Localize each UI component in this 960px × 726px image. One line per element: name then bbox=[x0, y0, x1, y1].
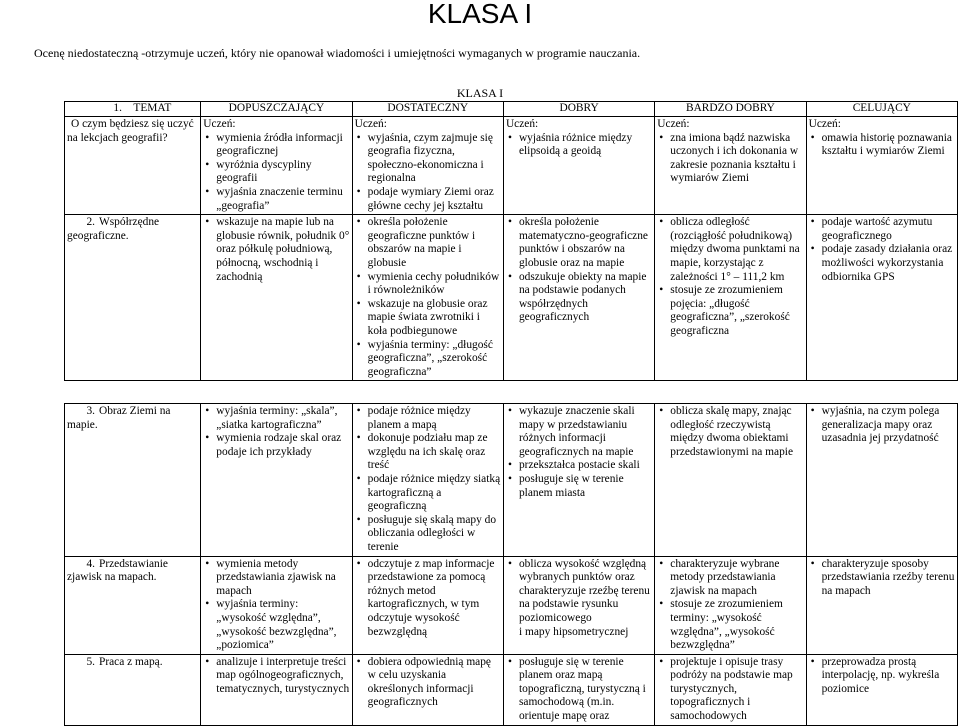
requirement-list bbox=[355, 216, 501, 379]
requirement-item: • charakteryzuje wybrane metody przedstawiania zjawisk na mapach bbox=[670, 558, 803, 599]
requirement-list bbox=[355, 558, 501, 640]
requirement-list bbox=[203, 216, 349, 284]
topic-title: Współrzędne geograficzne. bbox=[67, 216, 160, 242]
requirement-list bbox=[203, 558, 349, 653]
student-label: Uczeń: bbox=[808, 118, 841, 130]
requirement-cell bbox=[806, 654, 957, 725]
requirement-item: • wyjaśnia terminy: „skala”, „siatka kartograficzna” bbox=[216, 405, 349, 432]
requirement-list bbox=[506, 558, 652, 640]
requirement-list bbox=[809, 216, 955, 284]
requirement-list bbox=[657, 405, 803, 459]
requirement-item: • odszukuje obiekty na mapie na podstawie podanych współrzędnych geograficznych bbox=[519, 271, 652, 325]
requirement-cell bbox=[352, 404, 503, 557]
topic-cell bbox=[65, 117, 201, 215]
header-level: DOSTATECZNY bbox=[352, 102, 503, 117]
requirement-list bbox=[809, 405, 955, 446]
requirement-item: • zna imiona bądź nazwiska uczonych i ich dokonania w zakresie poznania kształtu i wymiarów Ziemi bbox=[670, 132, 803, 186]
header-level: DOPUSZCZAJĄCY bbox=[201, 102, 352, 117]
requirement-cell bbox=[503, 556, 654, 654]
grading-note: Ocenę niedostateczną -otrzymuje uczeń, który nie opanował wiadomości i umiejętności wymaganych w programie nauczania. bbox=[34, 46, 641, 60]
requirement-cell bbox=[352, 215, 503, 381]
requirement-list bbox=[355, 405, 501, 555]
requirement-list bbox=[657, 656, 803, 724]
requirement-item: • analizuje i interpretuje treści map ogólnogeograficznych, tematycznych, turystycznych bbox=[216, 656, 349, 697]
requirement-list bbox=[203, 132, 349, 214]
requirement-item: • oblicza wysokość względną wybranych punktów oraz charakteryzuje rzeźbę terenu na podstawie rysunku poziomicowego bbox=[519, 558, 652, 626]
requirement-item: • przeprowadza prostą interpolację, np. wykreśla poziomice bbox=[822, 656, 955, 697]
requirement-item: • określa położenie geograficzne punktów i obszarów na mapie i globusie bbox=[368, 216, 501, 270]
page-title: KLASA I bbox=[427, 0, 533, 29]
topic-number: 2. bbox=[86, 216, 95, 229]
requirements-table bbox=[64, 101, 958, 381]
requirement-item: • wskazuje na globusie oraz mapie świata zwrotniki i koła podbiegunowe bbox=[368, 298, 501, 339]
header-level: BARDZO DOBRY bbox=[655, 102, 806, 117]
requirement-cell bbox=[655, 117, 806, 215]
requirement-cell bbox=[655, 404, 806, 557]
requirement-cell bbox=[201, 117, 352, 215]
requirement-cell bbox=[503, 117, 654, 215]
requirement-item: • wyróżnia dyscypliny geografii bbox=[216, 159, 349, 186]
requirement-item: • dokonuje podziału map ze względu na ich skalę oraz treść bbox=[368, 432, 501, 473]
requirement-item: • podaje różnice między siatką kartograficzną a geograficzną bbox=[368, 473, 501, 514]
table-row bbox=[65, 215, 958, 381]
requirement-list bbox=[355, 132, 501, 214]
requirement-item: • posługuje się w terenie planem miasta bbox=[519, 473, 652, 500]
requirement-item: • posługuje się w terenie planem oraz mapą topograficzną, turystyczną i samochodową (m.in. orientuje mapę oraz bbox=[519, 656, 652, 724]
student-label: Uczeń: bbox=[657, 118, 690, 130]
header-topic: 1. TEMAT bbox=[65, 102, 201, 117]
requirement-item: • wskazuje na mapie lub na globusie równik, południk 0° oraz półkulę południową, północną, wschodnią i zachodnią bbox=[216, 216, 349, 284]
requirement-list bbox=[657, 216, 803, 338]
requirement-cell bbox=[352, 654, 503, 725]
requirement-list bbox=[809, 132, 955, 159]
table-header-row bbox=[65, 102, 958, 117]
topic-title: Obraz Ziemi na mapie. bbox=[67, 405, 171, 431]
requirement-item: • podaje wartość azymutu geograficznego bbox=[822, 216, 955, 243]
topic-title: Przedstawianie zjawisk na mapach. bbox=[67, 557, 168, 584]
topic-title: Praca z mapą. bbox=[99, 655, 163, 668]
topic-cell bbox=[65, 404, 201, 557]
table-caption: KLASA I bbox=[456, 86, 504, 100]
requirement-item: • projektuje i opisuje trasy podróży na podstawie map turystycznych, topograficznych i samochodowych bbox=[670, 656, 803, 724]
requirement-cell bbox=[806, 556, 957, 654]
topic-number: 4. bbox=[86, 557, 95, 570]
requirement-cell bbox=[503, 404, 654, 557]
requirement-list bbox=[809, 558, 955, 599]
requirement-cell bbox=[503, 215, 654, 381]
requirement-item: i mapy hipsometrycznej bbox=[518, 625, 629, 638]
table-row bbox=[65, 404, 958, 557]
requirement-item: • wymienia metody przedstawiania zjawisk na mapach bbox=[216, 558, 349, 599]
requirement-cell bbox=[503, 654, 654, 725]
requirement-list bbox=[657, 132, 803, 186]
student-label: Uczeń: bbox=[505, 118, 539, 130]
requirement-cell bbox=[201, 404, 352, 557]
student-label: Uczeń: bbox=[354, 118, 387, 130]
requirement-item: • wyjaśnia znaczenie terminu „geografia” bbox=[216, 186, 349, 213]
requirement-item: • przekształca postacie skali bbox=[519, 459, 652, 473]
requirement-item: • wymienia źródła informacji geograficznej bbox=[216, 132, 349, 159]
topic-cell bbox=[65, 556, 201, 654]
table-row bbox=[65, 117, 958, 215]
topic-number: 5. bbox=[86, 655, 95, 668]
requirement-item: • stosuje ze zrozumieniem terminy: „wysokość względna”, „wysokość bezwzględna” bbox=[670, 598, 803, 652]
table-row bbox=[65, 654, 958, 725]
requirement-item: • wyjaśnia, czym zajmuje się geografia fizyczna, społeczno-ekonomiczna i regionalna bbox=[368, 132, 501, 186]
requirement-cell bbox=[352, 117, 503, 215]
requirement-item: • wymienia cechy południków i równoleżników bbox=[368, 271, 501, 298]
requirement-cell bbox=[806, 404, 957, 557]
requirements-table-continued bbox=[64, 403, 958, 726]
requirement-item: • podaje zasady działania oraz możliwości wykorzystania odbiornika GPS bbox=[822, 243, 955, 284]
table-row bbox=[65, 556, 958, 654]
requirement-item: • odczytuje z map informacje przedstawione za pomocą różnych metod kartograficznych, w tym odczytuje wysokość bezwzględną bbox=[368, 558, 501, 640]
requirement-cell bbox=[201, 654, 352, 725]
student-label: Uczeń: bbox=[203, 118, 236, 130]
header-level: DOBRY bbox=[503, 102, 654, 117]
requirement-list bbox=[657, 558, 803, 653]
requirement-item: • oblicza odległość (rozciągłość południkową) między dwoma punktami na mapie, korzystając z zależności 1° – 111,2 km bbox=[670, 216, 803, 284]
requirement-item: • dobiera odpowiednią mapę w celu uzyskania określonych informacji geograficznych bbox=[368, 656, 501, 710]
requirement-item: • wyjaśnia terminy: „długość geograficzna”, „szerokość geograficzna” bbox=[368, 339, 501, 380]
requirement-item: • posługuje się skalą mapy do obliczania odległości w terenie bbox=[368, 514, 501, 555]
requirement-item: • wyjaśnia terminy: „wysokość względna”, „wysokość bezwzględna”, „poziomica” bbox=[216, 598, 349, 652]
requirement-item: • charakteryzuje sposoby przedstawiania rzeźby terenu na mapach bbox=[822, 558, 955, 599]
requirement-list bbox=[203, 405, 349, 459]
requirement-item: • omawia historię poznawania kształtu i wymiarów Ziemi bbox=[822, 132, 955, 159]
requirement-list bbox=[506, 656, 652, 724]
requirement-cell bbox=[655, 654, 806, 725]
requirement-cell bbox=[806, 117, 957, 215]
requirement-cell bbox=[201, 215, 352, 381]
requirement-item: • wyjaśnia różnice między elipsoidą a geoidą bbox=[519, 132, 652, 159]
requirement-list bbox=[355, 656, 501, 710]
requirement-item: • wykazuje znaczenie skali mapy w przedstawianiu różnych informacji geograficznych na mapie bbox=[519, 405, 652, 459]
requirement-item: • określa położenie matematyczno-geograficzne punktów i obszarów na globusie oraz na mapie bbox=[519, 216, 652, 270]
requirement-item: • oblicza skalę mapy, znając odległość rzeczywistą między dwoma obiektami przedstawionymi na mapie bbox=[670, 405, 803, 459]
requirement-list bbox=[506, 405, 652, 500]
requirement-item: • wyjaśnia, na czym polega generalizacja mapy oraz uzasadnia jej przydatność bbox=[822, 405, 955, 446]
requirement-list bbox=[203, 656, 349, 697]
topic-cell bbox=[65, 654, 201, 725]
requirement-item: • stosuje ze zrozumieniem pojęcia: „długość geograficzna”, „szerokość geograficzna bbox=[670, 284, 803, 338]
topic-number: 3. bbox=[86, 405, 95, 417]
requirement-item: • wymienia rodzaje skal oraz podaje ich przykłady bbox=[216, 432, 349, 459]
requirement-item: • podaje wymiary Ziemi oraz główne cechy jej kształtu bbox=[368, 186, 501, 213]
requirement-item: • podaje różnice między planem a mapą bbox=[368, 405, 501, 432]
requirement-cell bbox=[201, 556, 352, 654]
requirement-list bbox=[506, 132, 652, 159]
requirement-list bbox=[809, 656, 955, 697]
topic-cell bbox=[65, 215, 201, 381]
header-level: CELUJĄCY bbox=[806, 102, 957, 117]
requirement-cell bbox=[806, 215, 957, 381]
topic-title: O czym będziesz się uczyć na lekcjach geografii? bbox=[67, 118, 194, 144]
requirement-cell bbox=[655, 556, 806, 654]
requirement-list bbox=[506, 216, 652, 325]
requirement-cell bbox=[352, 556, 503, 654]
requirement-cell bbox=[655, 215, 806, 381]
